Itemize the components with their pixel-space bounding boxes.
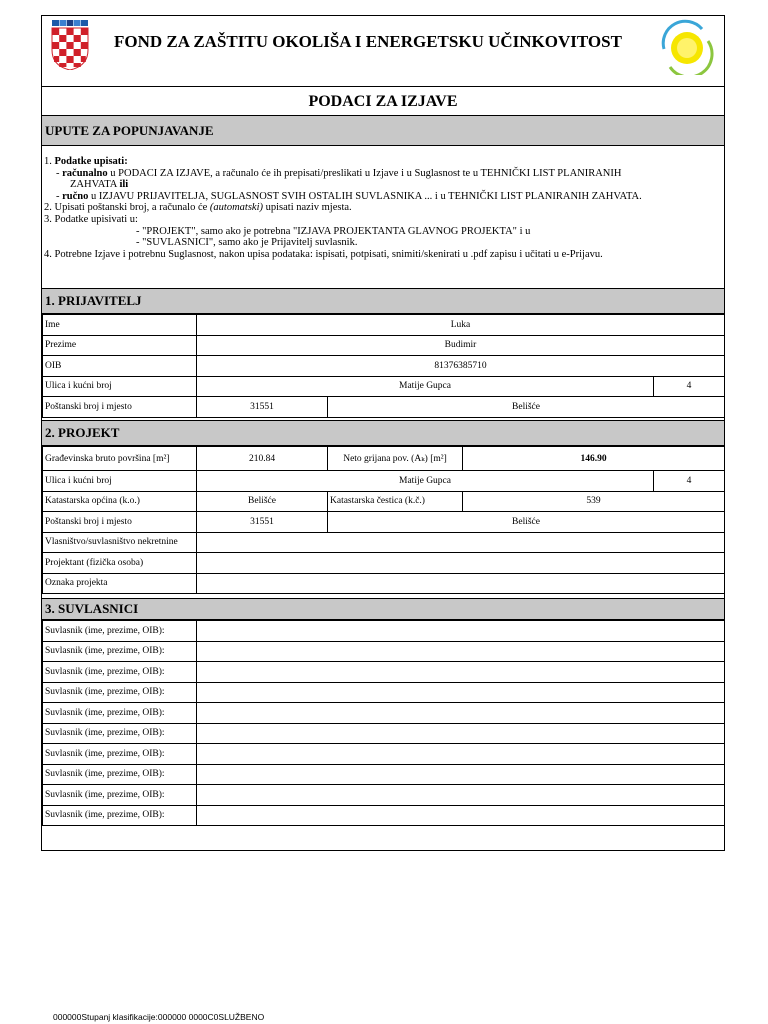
form-header xyxy=(42,16,724,87)
field-label: Suvlasnik (ime, prezime, OIB): xyxy=(43,723,197,744)
table-row xyxy=(43,744,725,765)
field-label: Suvlasnik (ime, prezime, OIB): xyxy=(43,785,197,806)
projekt-kucni-broj-field[interactable]: 4 xyxy=(654,471,725,492)
field-label: Ulica i kućni broj xyxy=(43,471,197,492)
table-row xyxy=(43,573,725,594)
field-label: Katastarska čestica (k.č.) xyxy=(328,491,463,512)
field-label: Prezime xyxy=(43,335,197,356)
vlasnistvo-field[interactable] xyxy=(197,532,725,553)
suvlasnik-field[interactable] xyxy=(197,682,725,703)
projektant-field[interactable] xyxy=(197,553,725,574)
prijavitelj-heading: 1. PRIJAVITELJ xyxy=(42,288,724,314)
table-row xyxy=(43,805,725,826)
projekt-heading: 2. PROJEKT xyxy=(42,420,724,446)
suvlasnik-field[interactable] xyxy=(197,744,725,765)
suvlasnik-field[interactable] xyxy=(197,723,725,744)
projekt-mjesto-field: Belišće xyxy=(328,512,725,533)
field-label: Suvlasnik (ime, prezime, OIB): xyxy=(43,621,197,642)
table-row xyxy=(43,641,725,662)
table-row xyxy=(43,356,725,377)
field-label: Građevinska bruto površina [m²] xyxy=(43,447,197,471)
projekt-postanski-broj-field[interactable]: 31551 xyxy=(197,512,328,533)
table-row xyxy=(43,621,725,642)
projekt-table xyxy=(42,446,725,594)
bruto-povrsina-field[interactable]: 210.84 xyxy=(197,447,328,471)
field-label: Katastarska općina (k.o.) xyxy=(43,491,197,512)
form-title: PODACI ZA IZJAVE xyxy=(42,88,724,116)
organization-title: FOND ZA ZAŠTITU OKOLIŠA I ENERGETSKU UČINKOVITOST xyxy=(114,32,622,51)
table-row xyxy=(43,764,725,785)
mjesto-field: Belišće xyxy=(328,397,725,418)
oib-field[interactable]: 81376385710 xyxy=(197,356,725,377)
table-row xyxy=(43,682,725,703)
field-label: Poštanski broj i mjesto xyxy=(43,512,197,533)
table-row xyxy=(43,532,725,553)
table-row xyxy=(43,471,725,492)
projekt-ulica-field[interactable]: Matije Gupca xyxy=(197,471,654,492)
fzoeu-sun-logo-icon xyxy=(658,19,714,75)
postanski-broj-field[interactable]: 31551 xyxy=(197,397,328,418)
kucni-broj-field[interactable]: 4 xyxy=(654,376,725,397)
croatian-coat-of-arms-icon xyxy=(50,20,90,70)
table-row xyxy=(43,785,725,806)
classification-footer: 000000Stupanj klasifikacije:000000 0000C0SLUŽBENO xyxy=(53,1012,265,1022)
field-label: Suvlasnik (ime, prezime, OIB): xyxy=(43,662,197,683)
table-row xyxy=(43,723,725,744)
table-row xyxy=(43,662,725,683)
field-label: Ulica i kućni broj xyxy=(43,376,197,397)
prijavitelj-table xyxy=(42,314,725,418)
ime-field[interactable]: Luka xyxy=(197,315,725,336)
suvlasnik-field[interactable] xyxy=(197,703,725,724)
instructions-text: 1. Podatke upisati: - računalno u PODACI ZA IZJAVE, a računalo će ih prepisati/preslikati u Izjave i u Suglasnost te u TEHNIČKI LIST PLANIRANIH ZAHVATA ili - ručno u IZJAVU PRIJAVITELJA, SUGLASNOST SVIH OSTALIH SUVLASNIKA ... i u TEHNIČKI LIST PLANIRANIH ZAHVATA. 2. Upisati poštanski broj, a računalo će (automatski) upisati naziv mjesta. 3. Podatke upisivati u: - "PROJEKT", samo ako je potrebna "IZJAVA PROJEKTANTA GLAVNOG PROJEKTA" i u - "SUVLASNICI", samo ako je Prijavitelj suvlasnik. 4. Potrebne Izjave i potrebnu Suglasnost, nakon upisa podataka: ispisati, potpisati, snimiti/skenirati u .pdf zapisu i učitati u e-Prijavu. xyxy=(44,156,642,260)
suvlasnik-field[interactable] xyxy=(197,764,725,785)
field-label: Suvlasnik (ime, prezime, OIB): xyxy=(43,641,197,662)
field-label: Ime xyxy=(43,315,197,336)
table-row xyxy=(43,376,725,397)
neto-povrsina-field[interactable]: 146.90 xyxy=(463,447,725,471)
suvlasnici-heading: 3. SUVLASNICI xyxy=(42,598,724,620)
suvlasnik-field[interactable] xyxy=(197,621,725,642)
oznaka-projekta-field[interactable] xyxy=(197,573,725,594)
prezime-field[interactable]: Budimir xyxy=(197,335,725,356)
form-sheet xyxy=(41,15,725,851)
instructions-heading: UPUTE ZA POPUNJAVANJE xyxy=(42,115,724,146)
table-row xyxy=(43,315,725,336)
katastarska-cestica-field[interactable]: 539 xyxy=(463,491,725,512)
field-label: Projektant (fizička osoba) xyxy=(43,553,197,574)
table-row xyxy=(43,447,725,471)
field-label: Suvlasnik (ime, prezime, OIB): xyxy=(43,703,197,724)
field-label: Suvlasnik (ime, prezime, OIB): xyxy=(43,744,197,765)
field-label: Neto grijana pov. (Aₖ) [m²] xyxy=(328,447,463,471)
table-row xyxy=(43,553,725,574)
field-label: OIB xyxy=(43,356,197,377)
field-label: Suvlasnik (ime, prezime, OIB): xyxy=(43,764,197,785)
field-label: Suvlasnik (ime, prezime, OIB): xyxy=(43,682,197,703)
table-row xyxy=(43,512,725,533)
suvlasnik-field[interactable] xyxy=(197,641,725,662)
field-label: Suvlasnik (ime, prezime, OIB): xyxy=(43,805,197,826)
table-row xyxy=(43,703,725,724)
field-label: Vlasništvo/suvlasništvo nekretnine xyxy=(43,532,197,553)
field-label: Poštanski broj i mjesto xyxy=(43,397,197,418)
suvlasnik-field[interactable] xyxy=(197,805,725,826)
katastarska-opcina-field[interactable]: Belišće xyxy=(197,491,328,512)
table-row xyxy=(43,397,725,418)
suvlasnici-table xyxy=(42,620,725,826)
suvlasnik-field[interactable] xyxy=(197,662,725,683)
suvlasnik-field[interactable] xyxy=(197,785,725,806)
table-row xyxy=(43,335,725,356)
ulica-field[interactable]: Matije Gupca xyxy=(197,376,654,397)
field-label: Oznaka projekta xyxy=(43,573,197,594)
table-row xyxy=(43,491,725,512)
